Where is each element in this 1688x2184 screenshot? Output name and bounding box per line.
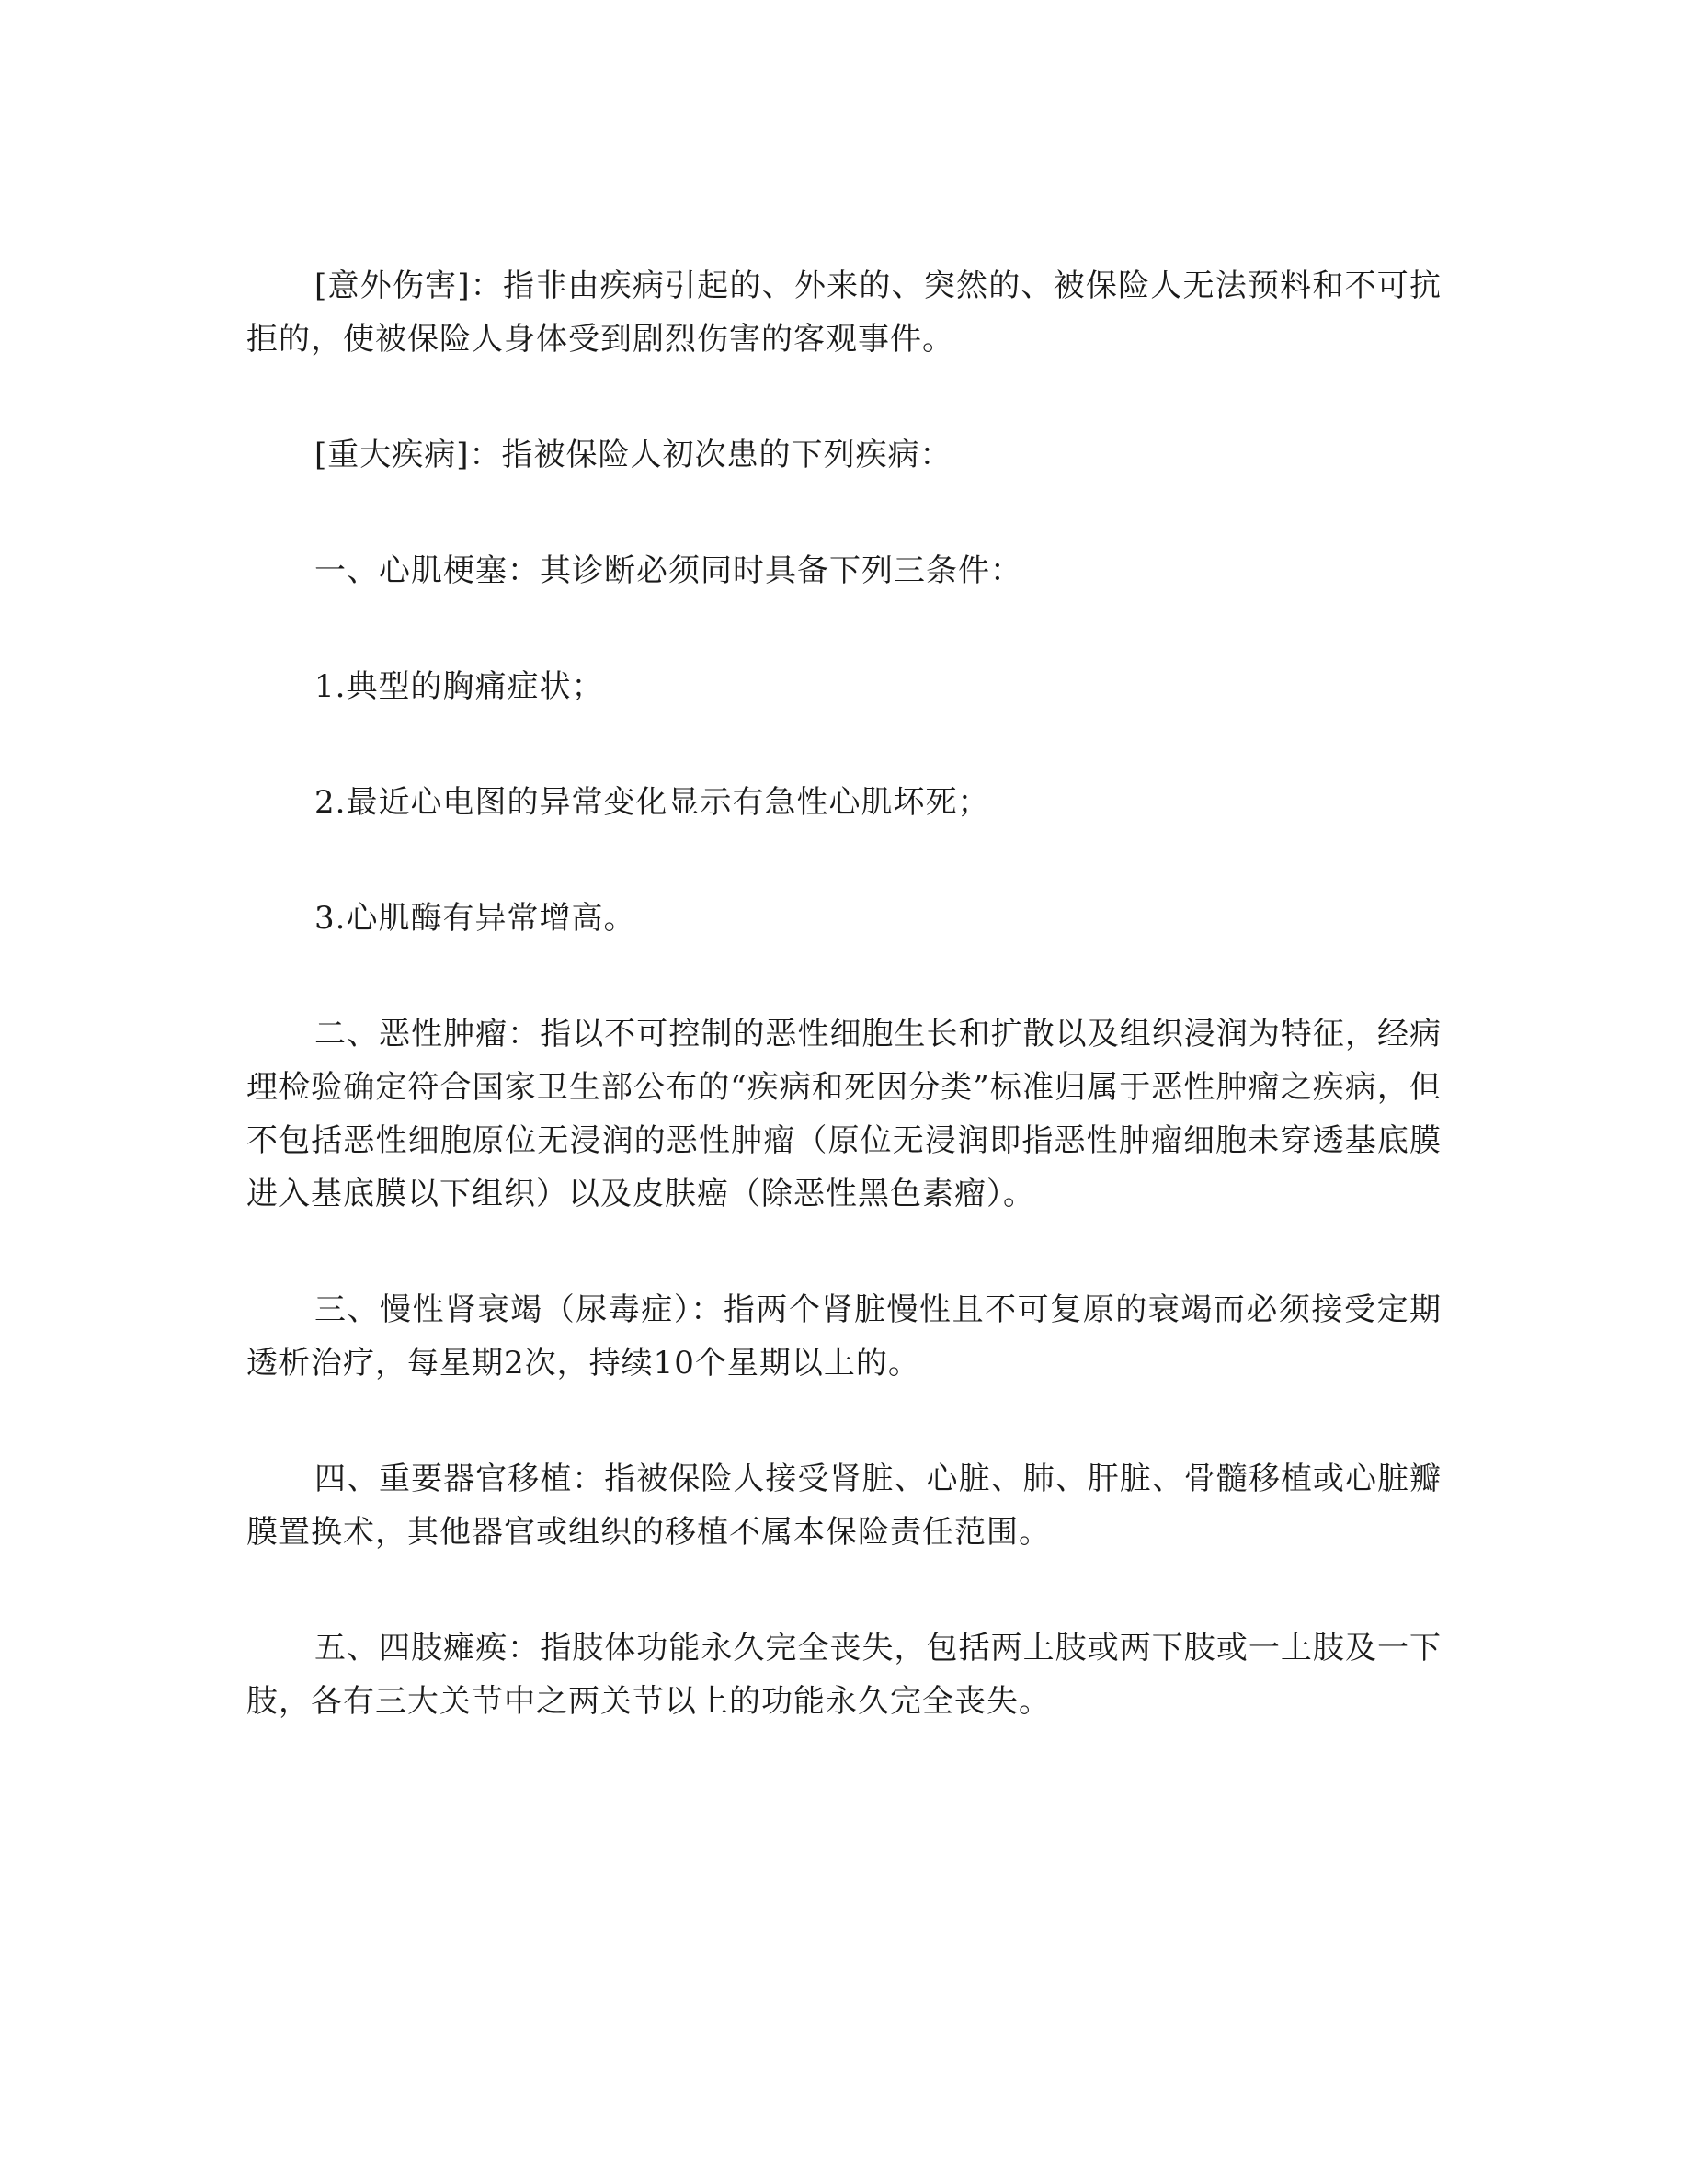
document-body: [246, 259, 1442, 1791]
paragraph-myocardial-infarction: 一、心肌梗塞：其诊断必须同时具备下列三条件：: [314, 552, 1022, 589]
paragraph-chronic-renal-failure: 三、慢性肾衰竭（尿毒症）：指两个肾脏慢性且不可复原的衰竭而必须接受定期透析治疗，每星期2次，持续10个星期以上的。: [246, 1291, 1442, 1382]
paragraph-critical-illness-definition: [重大疾病]：指被保险人初次患的下列疾病：: [314, 437, 952, 473]
list-item-condition-2: 2.最近心电图的异常变化显示有急性心肌坏死；: [314, 784, 990, 821]
paragraph-paralysis: 五、四肢瘫痪：指肢体功能永久完全丧失，包括两上肢或两下肢或一上肢及一下肢，各有三大关节中之两关节以上的功能永久完全丧失。: [246, 1630, 1442, 1720]
list-item-condition-3: 3.心肌酶有异常增高。: [314, 900, 636, 937]
paragraph-malignant-tumor: 二、恶性肿瘤：指以不可控制的恶性细胞生长和扩散以及组织浸润为特征，经病理检验确定符合国家卫生部公布的“疾病和死因分类”标准归属于恶性肿瘤之疾病，但不包括恶性细胞原位无浸润的恶性肿瘤（原位无浸润即指恶性肿瘤细胞未穿透基底膜进入基底膜以下组织）以及皮肤癌（除恶性黑色素瘤）。: [246, 1016, 1442, 1212]
paragraph-accidental-injury: [意外伤害]：指非由疾病引起的、外来的、突然的、被保险人无法预料和不可抗拒的，使被保险人身体受到剧烈伤害的客观事件。: [246, 267, 1442, 358]
list-item-condition-1: 1.典型的胸痛症状；: [314, 668, 604, 705]
paragraph-organ-transplant: 四、重要器官移植：指被保险人接受肾脏、心脏、肺、肝脏、骨髓移植或心脏瓣膜置换术，其他器官或组织的移植不属本保险责任范围。: [246, 1461, 1442, 1551]
